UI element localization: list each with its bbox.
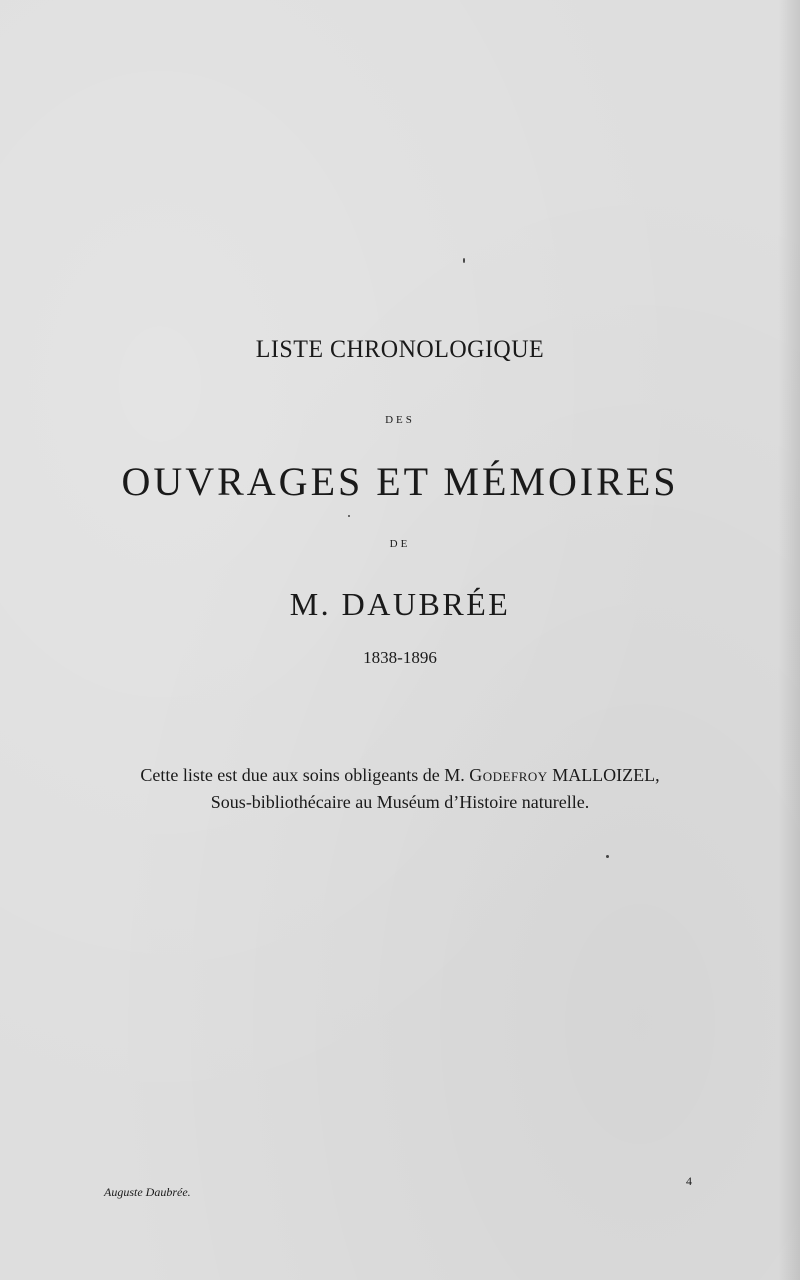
attribution-surname: MALLOIZEL, <box>552 765 660 785</box>
paper-speck <box>348 515 350 517</box>
attribution-prefix: Cette liste est due aux soins obligeants de M. <box>140 765 465 785</box>
footer-signature: Auguste Daubrée. <box>104 1185 191 1199</box>
paper-speck <box>606 855 609 858</box>
paper-speck <box>463 258 465 263</box>
title-connector-des: DES <box>385 414 415 426</box>
footer-page-number: 4 <box>686 1174 692 1188</box>
title-connector-de: DE <box>389 538 411 550</box>
attribution-firstname: Godefroy <box>469 765 548 785</box>
title-author: M. DAUBRÉE <box>289 586 511 622</box>
page-edge-shadow <box>778 0 800 1280</box>
attribution-note-line-1 <box>0 762 800 789</box>
title-liste-chronologique: LISTE CHRONOLOGIQUE <box>255 336 545 363</box>
attribution-note-line-2: Sous-bibliothécaire au Muséum d’Histoire naturelle. <box>210 792 590 812</box>
title-ouvrages-et-memoires: OUVRAGES ET MÉMOIRES <box>121 459 679 504</box>
title-years: 1838-1896 <box>363 648 437 667</box>
